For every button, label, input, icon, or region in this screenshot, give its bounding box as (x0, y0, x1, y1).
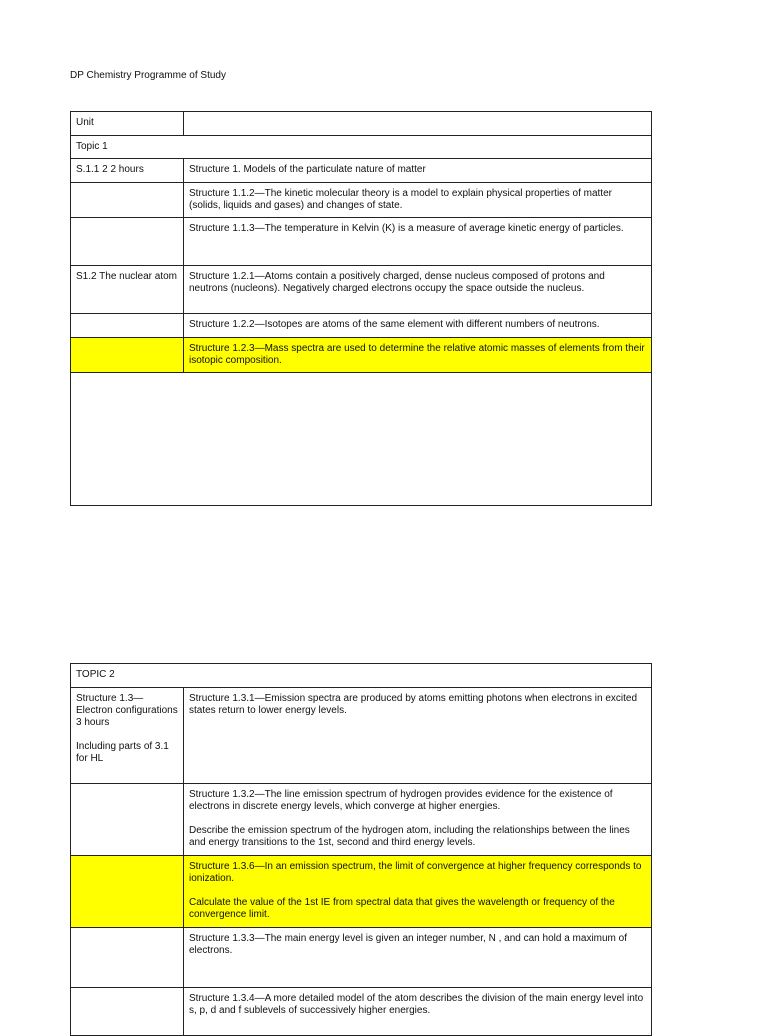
content-cell (184, 988, 652, 1036)
table-row (71, 159, 652, 183)
section-note: Including parts of 3.1 for HL (76, 741, 169, 764)
content-text: Structure 1.2.1—Atoms contain a positively charged, dense nucleus composed of protons and neutrons (nucleons). Negatively charged electrons occupy the space outside the nucleus. (189, 271, 605, 294)
content-text: Describe the emission spectrum of the hydrogen atom, including the relationships between the lines and energy transitions to the 1st, second and third energy levels. (189, 825, 630, 848)
highlighted-row (71, 338, 652, 373)
table-row (71, 688, 652, 784)
content-text: Structure 1.3.1—Emission spectra are produced by atoms emitting photons when electrons in excited states return to lower energy levels. (189, 693, 638, 716)
study-plan-table-topic-2 (70, 663, 652, 1036)
section-cell (71, 218, 184, 266)
table-row (71, 183, 652, 218)
topic-label: TOPIC 2 (71, 664, 652, 688)
table-row (71, 314, 652, 338)
content-cell (184, 218, 652, 266)
content-cell (184, 183, 652, 218)
section-cell (71, 784, 184, 856)
content-cell (184, 784, 652, 856)
table-row (71, 266, 652, 314)
content-text: Structure 1.3.2—The line emission spectrum of hydrogen provides evidence for the existence of electrons in discrete energy levels, which converge at higher energies. (189, 789, 613, 812)
empty-cell (71, 373, 652, 506)
section-text: Structure 1.3—Electron configurations 3 hours (76, 693, 178, 728)
section-cell (71, 314, 184, 338)
section-cell: S.1.1 2 2 hours (71, 159, 184, 183)
content-text: Structure 1. Models of the particulate nature of matter (189, 164, 426, 175)
content-text: Structure 1.3.4—A more detailed model of the atom describes the division of the main energy level into s, p, d and f sublevels of successively higher energies. (189, 993, 644, 1016)
content-cell (184, 314, 652, 338)
table-row (71, 218, 652, 266)
content-cell (184, 856, 652, 928)
section-cell (71, 928, 184, 988)
topic-row (71, 136, 652, 159)
content-text: Structure 1.3.3—The main energy level is given an integer number, N , and can hold a maximum of electrons. (189, 933, 628, 956)
table-row (71, 784, 652, 856)
unit-row (71, 112, 652, 136)
topic-row (71, 664, 652, 688)
content-text: Structure 1.2.3—Mass spectra are used to determine the relative atomic masses of elements from their isotopic composition. (189, 343, 645, 366)
section-cell (71, 988, 184, 1036)
section-cell (71, 856, 184, 928)
table-row (71, 988, 652, 1036)
content-text: Structure 1.2.2—Isotopes are atoms of the same element with different numbers of neutrons. (189, 319, 600, 330)
content-cell (184, 266, 652, 314)
content-text: Structure 1.1.3—The temperature in Kelvin (K) is a measure of average kinetic energy of particles. (189, 223, 624, 234)
content-text: Calculate the value of the 1st IE from spectral data that gives the wavelength or frequency of the convergence limit. (189, 897, 615, 920)
document-title: DP Chemistry Programme of Study (70, 70, 226, 81)
content-cell (184, 338, 652, 373)
topic-label: Topic 1 (71, 136, 652, 159)
unit-label: Unit (71, 112, 184, 136)
content-cell (184, 928, 652, 988)
section-cell (71, 338, 184, 373)
section-cell (71, 688, 184, 784)
table-row (71, 928, 652, 988)
study-plan-table-topic-1 (70, 111, 652, 506)
unit-value (184, 112, 652, 136)
content-text: Structure 1.3.6—In an emission spectrum, the limit of convergence at higher frequency corresponds to ionization. (189, 861, 642, 884)
section-cell (71, 183, 184, 218)
content-cell (184, 159, 652, 183)
content-cell (184, 688, 652, 784)
section-cell: S1.2 The nuclear atom (71, 266, 184, 314)
content-text: Structure 1.1.2—The kinetic molecular theory is a model to explain physical properties of matter (solids, liquids and gases) and changes of state. (189, 188, 612, 211)
highlighted-row (71, 856, 652, 928)
empty-row (71, 373, 652, 506)
